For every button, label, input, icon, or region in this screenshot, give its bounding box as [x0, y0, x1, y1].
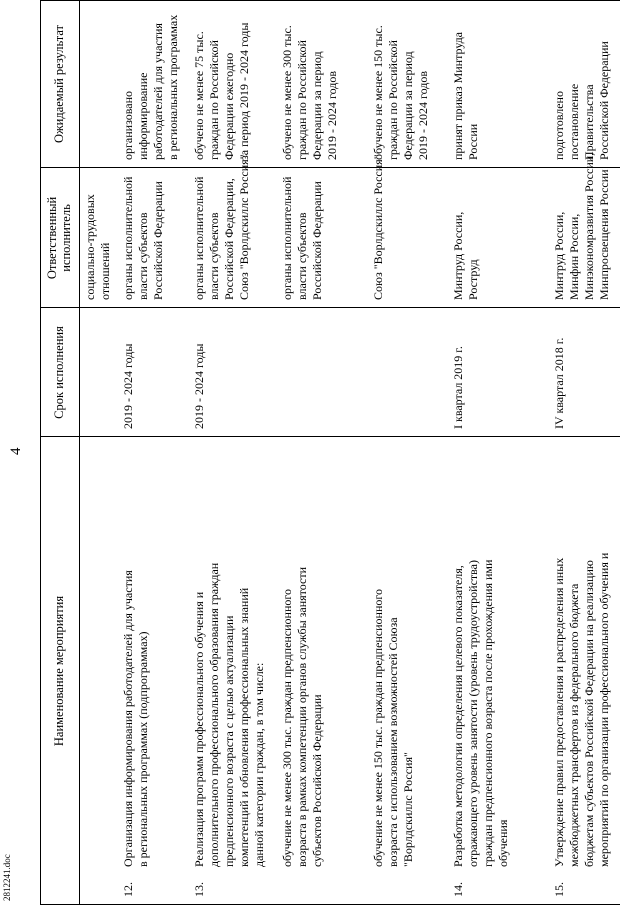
- column-divider-3: [40, 167, 620, 168]
- row-13b-result: обучено не менее 150 тыс. граждан по Российской Федерации за период 2019 - 2024 годов: [371, 25, 430, 160]
- row-12-result: организовано информирование работодателей для участия в региональных программах: [121, 14, 180, 160]
- row-13a-result: обучено не менее 300 тыс. граждан по Российской Федерации за период 2019 - 2024 годов: [280, 25, 339, 160]
- header-name: Наименование мероприятия: [52, 595, 67, 747]
- row-14-deadline: I квартал 2019 г.: [451, 346, 465, 429]
- row-13b-name: обучение не менее 150 тыс. граждан предпенсионного возраста с использованием возможностей Союза "Ворлдскиллс Россия": [371, 588, 415, 867]
- table-border-right: [40, 0, 620, 1]
- row-14-result: принят приказ Минтруда России: [451, 31, 480, 160]
- row-14-executor: Минтруд России, Роструд: [451, 211, 480, 300]
- column-divider-1: [40, 436, 620, 437]
- row-12-name: Организация информирования работодателей для участия в региональных программах (подпрограммах): [121, 570, 150, 867]
- row-12-executor: органы исполнительной власти субъектов Российской Федерации: [121, 176, 165, 300]
- row-15-result: подготовлено постановление Правительства Российской Федерации: [552, 41, 611, 160]
- carryover-executor: социально-трудовых отношений: [83, 194, 112, 300]
- row-13b-executor: Союз "Ворлдскиллс Россия": [371, 154, 385, 300]
- page-number: 4: [8, 447, 24, 455]
- row-14-number: 14.: [451, 882, 465, 897]
- header-deadline: Срок исполнения: [52, 326, 67, 419]
- row-14-name: Разработка методологии определения целевого показателя, отражающего уровень занятости (уровень трудоустройства) граждан предпенсионного возраста после прохождения ими обучения: [451, 559, 510, 867]
- row-13a-executor: органы исполнительной власти субъектов Российской Федерации: [280, 176, 324, 300]
- header-executor: Ответственный исполнитель: [45, 196, 73, 280]
- table-border-top: [40, 0, 41, 905]
- row-15-executor: Минтруд России, Минфин России, Минэкономразвития России, Минпросвещения России: [552, 152, 611, 300]
- row-13-result: обучено не менее 75 тыс. граждан по Российской Федерации ежегодно за период 2019 - 2024 годы: [192, 22, 251, 160]
- row-12-number: 12.: [121, 882, 135, 897]
- row-13a-name: обучение не менее 300 тыс. граждан предпенсионного возраста в рамках компетенции органов службы занятости субъектов Российской Федерации: [280, 566, 324, 867]
- row-13-deadline: 2019 - 2024 годы: [192, 343, 206, 429]
- row-15-number: 15.: [552, 882, 566, 897]
- row-13-executor: органы исполнительной власти субъектов Российской Федерации, Союз "Ворлдскиллс Россия": [192, 154, 251, 300]
- column-divider-2: [40, 307, 620, 308]
- row-13-name: Реализация программ профессионального обучения и дополнительного профессионального образования граждан предпенсионного возраста с целью актуализации компетенций и обновления профессиональных знаний данной категории граждан, в том числе:: [192, 562, 266, 867]
- header-result: Ожидаемый результат: [52, 24, 67, 144]
- row-13-number: 13.: [192, 882, 206, 897]
- header-separator: [79, 0, 80, 905]
- row-15-name: Утверждение правил предоставления и распределения иных межбюджетных трансфертов из федерального бюджета бюджетам субъектов Российской Федерации на реализацию мероприятий по организации профессионального обучения и: [552, 552, 611, 867]
- row-12-deadline: 2019 - 2024 годы: [121, 343, 135, 429]
- file-reference: 2812241.doc: [2, 854, 12, 901]
- row-15-deadline: IV квартал 2018 г.: [552, 337, 566, 429]
